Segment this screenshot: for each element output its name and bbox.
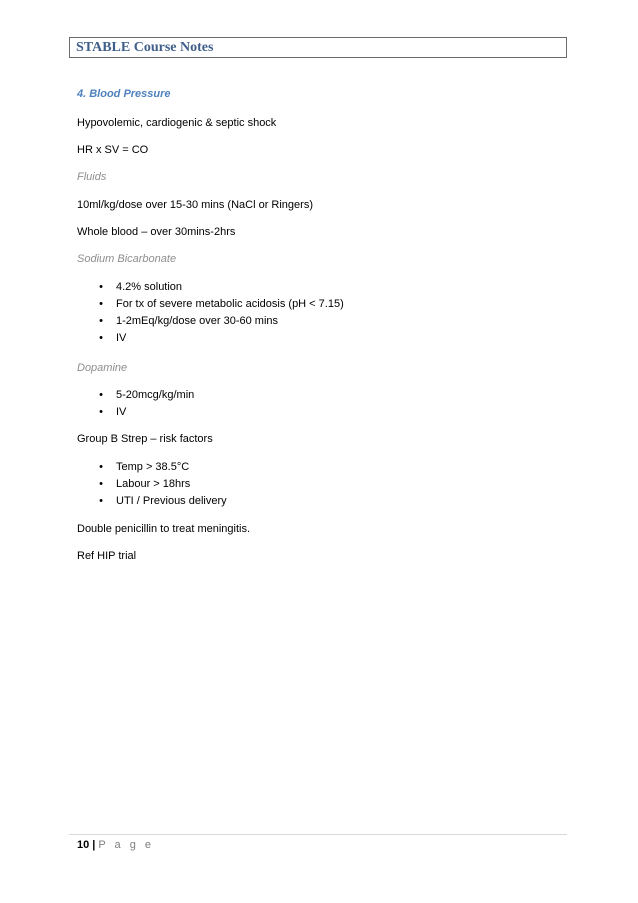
page-label: P a g e xyxy=(98,839,154,851)
bullet-icon: • xyxy=(99,281,103,293)
list-item: Temp > 38.5°C xyxy=(116,461,190,473)
bullet-icon: • xyxy=(99,406,103,418)
list-item: UTI / Previous delivery xyxy=(116,495,227,507)
list-item: 5-20mcg/kg/min xyxy=(116,389,195,401)
bullet-icon: • xyxy=(99,461,103,473)
fluids-heading: Fluids xyxy=(77,171,107,183)
bullet-icon: • xyxy=(99,495,103,507)
list-item: 4.2% solution xyxy=(116,281,183,293)
sodium-bicarbonate-heading: Sodium Bicarbonate xyxy=(77,253,177,265)
list-item: Labour > 18hrs xyxy=(116,478,191,490)
meningitis-note: Double penicillin to treat meningitis. xyxy=(77,523,251,535)
bullet-icon: • xyxy=(99,332,103,344)
page-footer xyxy=(77,838,154,852)
document-title: STABLE Course Notes xyxy=(76,40,214,55)
bullet-icon: • xyxy=(99,298,103,310)
list-item: IV xyxy=(116,406,127,418)
page-header xyxy=(69,37,567,58)
list-item: For tx of severe metabolic acidosis (pH < 7.15) xyxy=(116,298,344,310)
group-b-strep-heading: Group B Strep – risk factors xyxy=(77,433,213,445)
bullet-icon: • xyxy=(99,315,103,327)
bullet-icon: • xyxy=(99,389,103,401)
whole-blood-text: Whole blood – over 30mins-2hrs xyxy=(77,226,236,238)
dopamine-heading: Dopamine xyxy=(77,362,128,374)
bullet-icon: • xyxy=(99,478,103,490)
section-heading: 4. Blood Pressure xyxy=(77,88,171,100)
list-item: 1-2mEq/kg/dose over 30-60 mins xyxy=(116,315,279,327)
formula-text: HR x SV = CO xyxy=(77,144,149,156)
footer-separator: | xyxy=(92,839,96,851)
fluids-dose-text: 10ml/kg/dose over 15-30 mins (NaCl or Ringers) xyxy=(77,199,313,211)
footer-divider xyxy=(69,834,567,835)
shock-types-text: Hypovolemic, cardiogenic & septic shock xyxy=(77,117,277,129)
list-item: IV xyxy=(116,332,127,344)
page-number: 10 xyxy=(77,839,90,851)
reference-text: Ref HIP trial xyxy=(77,550,137,562)
